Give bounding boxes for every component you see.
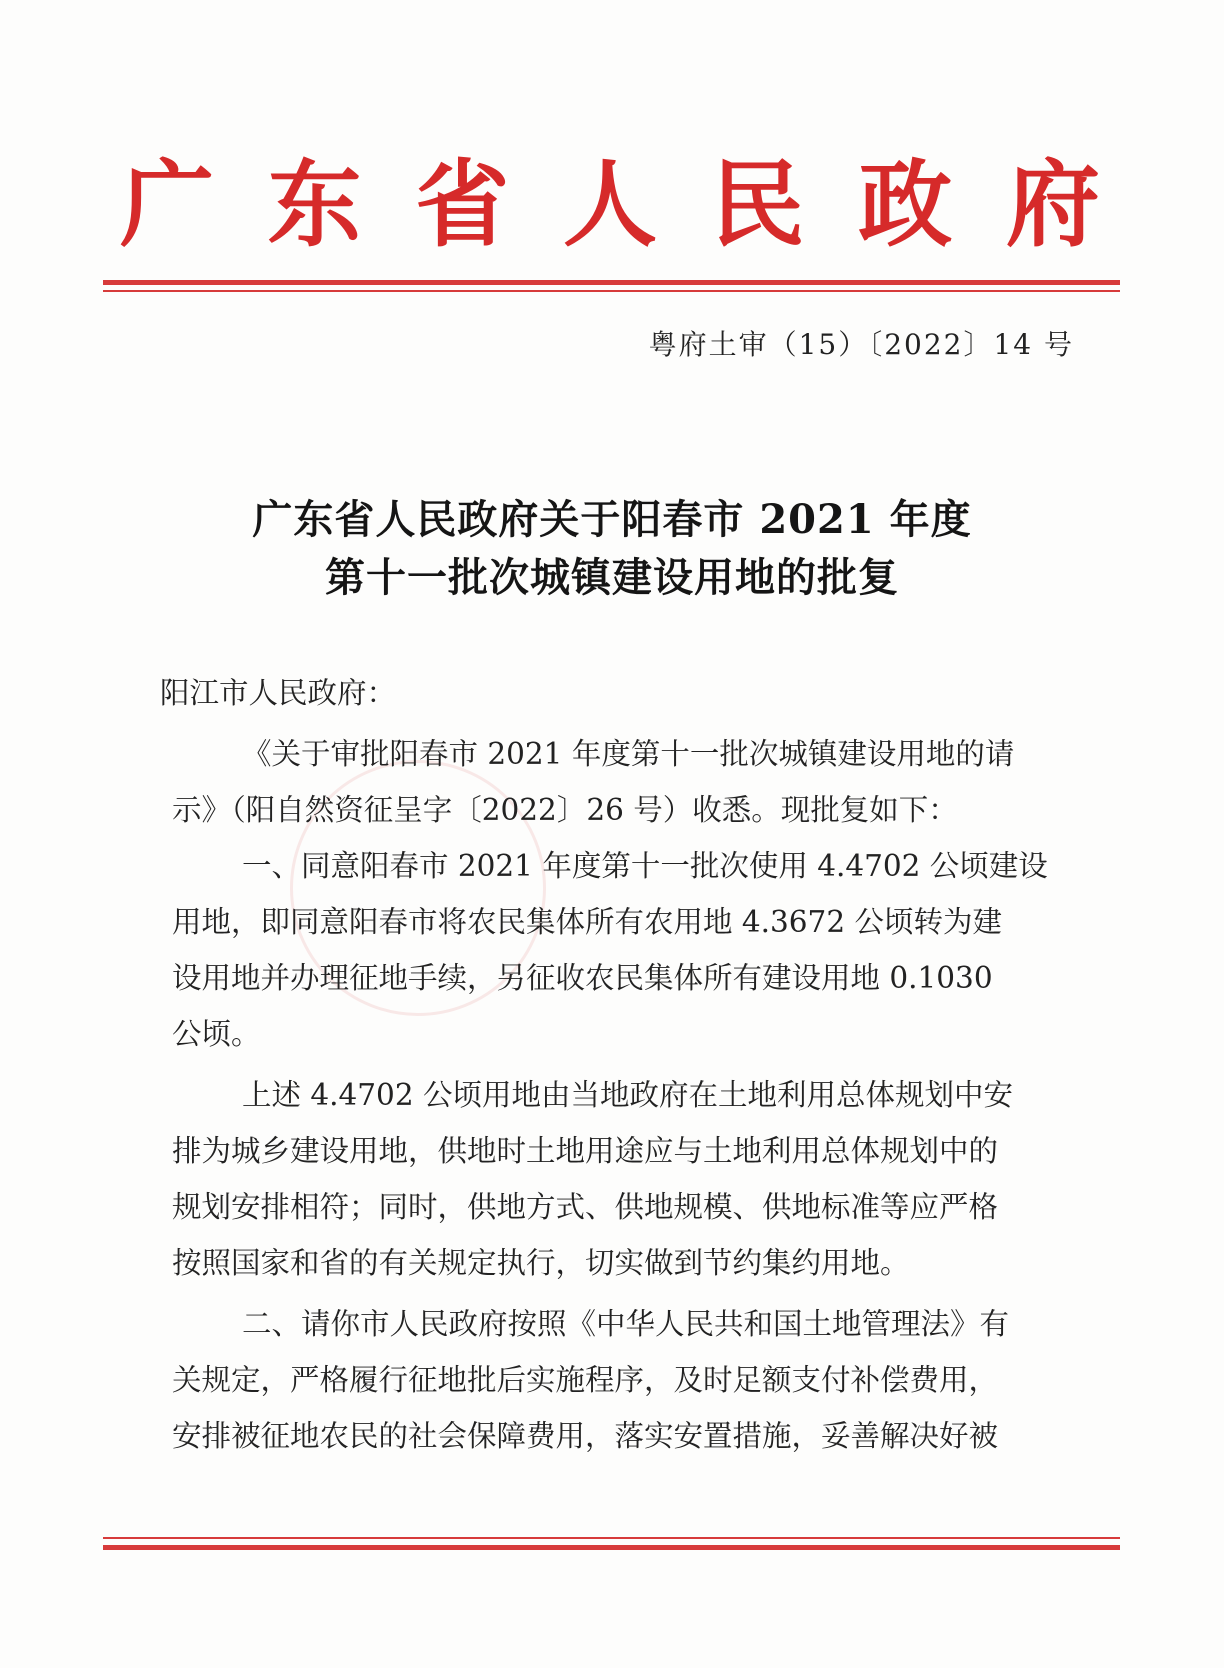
body-line: 规划安排相符；同时，供地方式、供地规模、供地标准等应严格 [172,1190,999,1224]
masthead-char: 广 [120,150,215,260]
body-line: 设用地并办理征地手续，另征收农民集体所有建设用地 0.1030 [172,961,993,995]
masthead-char: 政 [858,150,953,260]
body-line: 公顷。 [172,1017,261,1051]
masthead-char: 民 [710,150,805,260]
footer-divider-thin [103,1537,1120,1539]
body-line: 安排被征地农民的社会保障费用，落实安置措施，妥善解决好被 [172,1419,999,1453]
header-divider-thick [103,280,1120,285]
body-line: 排为城乡建设用地，供地时土地用途应与土地利用总体规划中的 [172,1134,999,1168]
masthead-char: 府 [1005,150,1100,260]
body-line: 按照国家和省的有关规定执行，切实做到节约集约用地。 [172,1246,910,1280]
document-body [160,665,1086,1464]
masthead-char: 东 [267,150,362,260]
masthead-char: 人 [562,150,657,260]
footer-divider-thick [103,1545,1120,1550]
masthead [120,150,1100,260]
body-line: 二、请你市人民政府按照《中华人民共和国土地管理法》有 [242,1307,1010,1341]
document-title-line-2: 第十一批次城镇建设用地的批复 [325,554,899,601]
body-line: 示》（阳自然资征呈字〔2022〕26 号）收悉。现批复如下： [172,793,958,827]
body-line: 《关于审批阳春市 2021 年度第十一批次城镇建设用地的请 [242,737,1015,771]
body-line: 一、同意阳春市 2021 年度第十一批次使用 4.4702 公顷建设 [242,849,1048,883]
addressee: 阳江市人民政府： [160,676,397,710]
body-line: 用地，即同意阳春市将农民集体所有农用地 4.3672 公顷转为建 [172,905,1002,939]
masthead-char: 省 [415,150,510,260]
body-line: 上述 4.4702 公顷用地由当地政府在土地利用总体规划中安 [242,1078,1013,1112]
body-line: 关规定，严格履行征地批后实施程序，及时足额支付补偿费用， [172,1363,999,1397]
document-number: 粤府土审（15）〔2022〕14 号 [648,328,1074,361]
header-divider-thin [103,290,1120,292]
document-title-line-1: 广东省人民政府关于阳春市 2021 年度 [252,496,972,543]
